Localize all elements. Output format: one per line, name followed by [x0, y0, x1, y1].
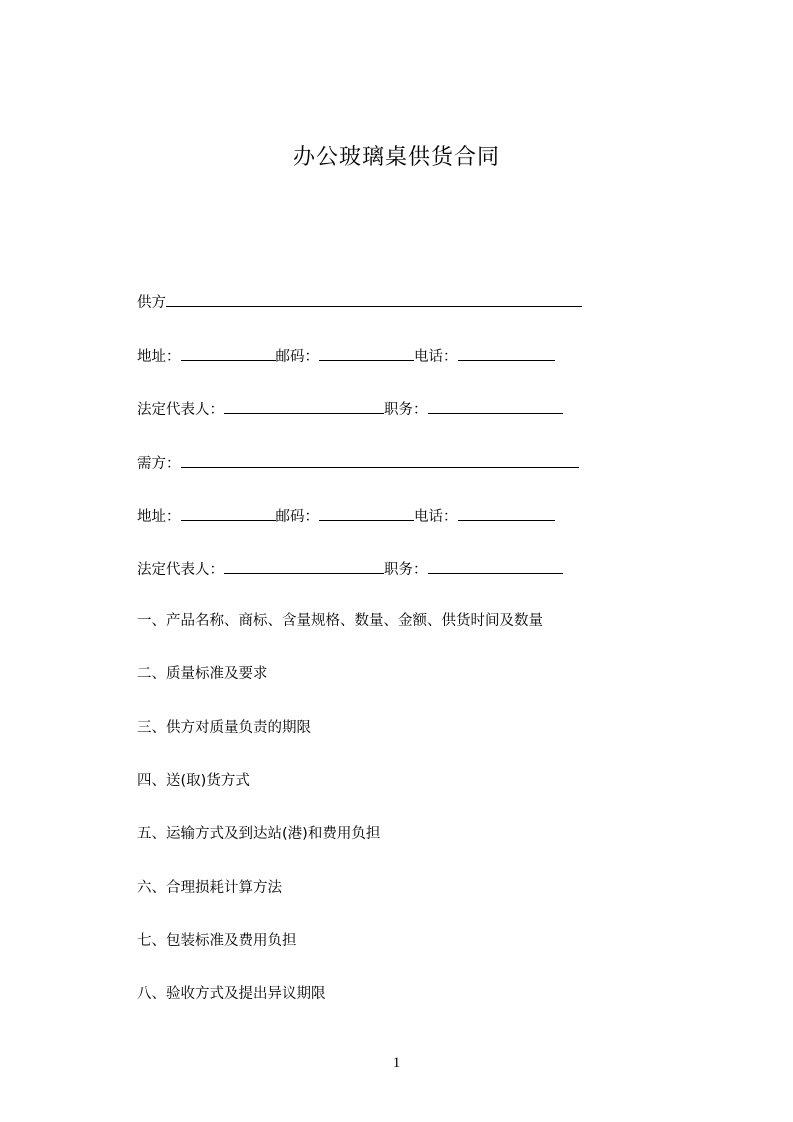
buyer-phone-blank: [458, 505, 555, 521]
supplier-rep-line: [137, 398, 563, 418]
page-number: 1: [392, 1055, 401, 1071]
buyer-position-label: 职务：: [384, 562, 428, 578]
buyer-line: [137, 452, 579, 472]
buyer-phone-label: 电话：: [414, 509, 458, 525]
buyer-postcode-blank: [319, 505, 414, 521]
buyer-rep-line: [137, 558, 563, 578]
buyer-contact-line: [137, 505, 555, 525]
supplier-address-label: 地址：: [137, 349, 181, 365]
buyer-address-label: 地址：: [137, 509, 181, 525]
supplier-legal-rep-label: 法定代表人：: [137, 402, 224, 418]
supplier-phone-blank: [458, 345, 555, 361]
clause-heading: 八、验收方式及提出异议期限: [137, 986, 326, 1002]
buyer-legal-rep-label: 法定代表人：: [137, 562, 224, 578]
supplier-address-blank: [181, 345, 276, 361]
clause-heading: 一、产品名称、商标、含量规格、数量、金额、供货时间及数量: [137, 613, 543, 629]
supplier-legal-rep-blank: [224, 398, 384, 414]
supplier-phone-label: 电话：: [414, 349, 458, 365]
clause-heading: 二、质量标准及要求: [137, 666, 268, 682]
buyer-label: 需方：: [137, 456, 181, 472]
document-title: 办公玻璃桌供货合同: [292, 145, 500, 170]
clause-heading: 六、合理损耗计算方法: [137, 880, 282, 896]
supplier-postcode-blank: [319, 345, 414, 361]
supplier-postcode-label: 邮码：: [275, 349, 319, 365]
buyer-address-blank: [181, 505, 276, 521]
clause-heading: 三、供方对质量负责的期限: [137, 720, 311, 736]
supplier-position-blank: [428, 398, 563, 414]
supplier-position-label: 职务：: [384, 402, 428, 418]
clause-heading: 五、运输方式及到达站(港)和费用负担: [137, 826, 381, 842]
clause-heading: 七、包装标准及费用负担: [137, 933, 297, 949]
buyer-position-blank: [428, 558, 563, 574]
buyer-legal-rep-blank: [224, 558, 384, 574]
supplier-blank: [166, 291, 582, 307]
clause-heading: 四、送(取)货方式: [137, 773, 250, 789]
supplier-line: [137, 291, 582, 311]
buyer-postcode-label: 邮码：: [275, 509, 319, 525]
supplier-contact-line: [137, 345, 555, 365]
supplier-label: 供方: [137, 295, 166, 311]
buyer-blank: [181, 452, 579, 468]
